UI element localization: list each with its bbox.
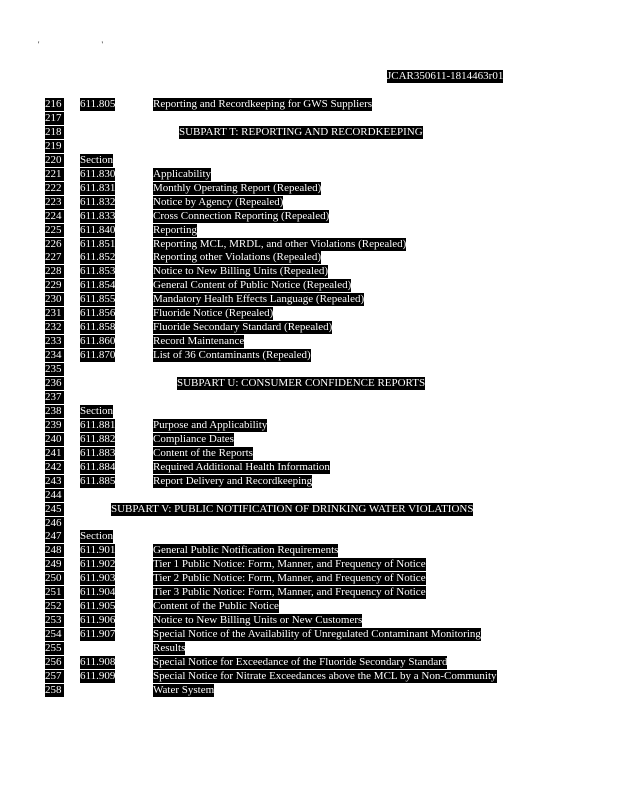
section-title: Content of the Public Notice — [153, 600, 279, 613]
line-number: 219 — [45, 140, 64, 153]
section-title: Special Notice for Exceedance of the Fluoride Secondary Standard — [153, 656, 448, 668]
section-number: 611.906 — [80, 614, 116, 627]
document-line — [0, 642, 618, 656]
section-number: 611.907 — [80, 628, 116, 641]
section-number: 611.855 — [80, 293, 116, 306]
line-number: 221 — [45, 168, 64, 181]
document-line — [0, 363, 618, 377]
line-number: 220 — [45, 154, 64, 167]
document-line — [0, 321, 618, 335]
section-number: 611.840 — [80, 223, 116, 236]
line-number: 254 — [45, 628, 64, 641]
line-number: 241 — [45, 447, 64, 460]
document-line — [0, 475, 618, 489]
document-line — [0, 447, 618, 461]
section-title: Special Notice of the Availability of Unregulated Contaminant Monitoring — [153, 628, 481, 641]
document-line — [0, 126, 618, 140]
section-number: 611.885 — [80, 474, 116, 487]
document-line — [0, 670, 618, 684]
section-title: Cross Connection Reporting (Repealed) — [153, 209, 330, 222]
document-line — [0, 140, 618, 154]
document-line — [0, 419, 618, 433]
section-title: Water System — [153, 683, 215, 696]
line-number: 234 — [45, 349, 64, 362]
line-number: 240 — [45, 433, 64, 446]
section-number: 611.854 — [80, 279, 116, 292]
section-title: Notice by Agency (Repealed) — [153, 195, 284, 208]
section-title: Purpose and Applicability — [153, 418, 268, 431]
line-number: 242 — [45, 461, 64, 474]
line-number: 247 — [45, 530, 64, 543]
section-title: Reporting and Recordkeeping for GWS Suppliers — [153, 98, 373, 110]
line-number: 244 — [45, 489, 64, 502]
section-title: Notice to New Billing Units or New Customers — [153, 614, 363, 627]
section-title: List of 36 Contaminants (Repealed) — [153, 349, 311, 362]
section-title: Mandatory Health Effects Language (Repealed) — [153, 293, 365, 306]
section-number: 611.830 — [80, 167, 116, 180]
document-line — [0, 517, 618, 531]
document-line — [0, 238, 618, 252]
section-number: 611.832 — [80, 195, 116, 208]
line-number: 233 — [45, 335, 64, 348]
section-title: Reporting MCL, MRDL, and other Violations (Repealed) — [153, 237, 407, 250]
document-line — [0, 154, 618, 168]
section-title: Tier 1 Public Notice: Form, Manner, and Frequency of Notice — [153, 558, 426, 571]
document-line — [0, 461, 618, 475]
section-number: 611.909 — [80, 669, 116, 682]
section-title: Special Notice for Nitrate Exceedances above the MCL by a Non-Community — [153, 669, 497, 682]
line-number: 256 — [45, 656, 64, 669]
document-line — [0, 349, 618, 363]
document-line — [0, 210, 618, 224]
line-number: 236 — [45, 377, 64, 390]
section-title: Monthly Operating Report (Repealed) — [153, 181, 322, 194]
document-line — [0, 530, 618, 544]
section-number: 611.901 — [80, 544, 116, 557]
section-number: 611.858 — [80, 321, 116, 334]
section-number: 611.882 — [80, 432, 116, 445]
document-line — [0, 391, 618, 405]
document-line — [0, 265, 618, 279]
line-number: 237 — [45, 391, 64, 404]
line-number: 238 — [45, 405, 64, 418]
line-number: 216 — [45, 98, 64, 111]
document-line — [0, 224, 618, 238]
line-number: 251 — [45, 586, 64, 599]
section-title: Compliance Dates — [153, 432, 234, 445]
line-number: 230 — [45, 293, 64, 306]
document-line — [0, 503, 618, 517]
section-title: Notice to New Billing Units (Repealed) — [153, 265, 329, 278]
document-line — [0, 112, 618, 126]
line-number: 250 — [45, 572, 64, 585]
section-number: 611.860 — [80, 335, 116, 348]
section-number: Section — [80, 530, 113, 543]
line-number: 226 — [45, 238, 64, 251]
section-number: 611.851 — [80, 237, 116, 250]
section-title: Fluoride Secondary Standard (Repealed) — [153, 321, 333, 334]
section-title: Applicability — [153, 167, 212, 180]
scan-specks: ' ' — [38, 40, 133, 49]
section-number: 611.883 — [80, 446, 116, 459]
section-number: 611.856 — [80, 307, 116, 320]
section-title: Required Additional Health Information — [153, 460, 330, 473]
line-number: 227 — [45, 251, 64, 264]
line-number: 249 — [45, 558, 64, 571]
section-title: Tier 3 Public Notice: Form, Manner, and Frequency of Notice — [153, 586, 426, 599]
line-number: 253 — [45, 614, 64, 627]
document-line — [0, 168, 618, 182]
document-line — [0, 433, 618, 447]
section-number: 611.870 — [80, 349, 116, 362]
section-number: 611.902 — [80, 558, 116, 571]
line-number: 231 — [45, 307, 64, 320]
section-number: 611.903 — [80, 572, 116, 585]
line-number: 239 — [45, 419, 64, 432]
document-line — [0, 98, 618, 112]
document-line — [0, 196, 618, 210]
subpart-heading: SUBPART T: REPORTING AND RECORDKEEPING — [179, 125, 423, 138]
document-id: JCAR350611-1814463r01 — [387, 70, 504, 82]
section-title: Tier 2 Public Notice: Form, Manner, and Frequency of Notice — [153, 572, 426, 585]
line-number: 217 — [45, 112, 64, 125]
section-number: Section — [80, 404, 113, 417]
line-number: 232 — [45, 321, 64, 334]
section-number: 611.904 — [80, 586, 116, 599]
document-line — [0, 251, 618, 265]
section-number: 611.905 — [80, 600, 116, 613]
document-line — [0, 489, 618, 503]
line-number: 245 — [45, 503, 64, 516]
document-line — [0, 293, 618, 307]
line-number: 225 — [45, 224, 64, 237]
section-title: Results — [153, 642, 186, 655]
document-line — [0, 544, 618, 558]
line-number: 229 — [45, 279, 64, 292]
section-title: Record Maintenance — [153, 335, 245, 348]
document-line — [0, 279, 618, 293]
line-number: 255 — [45, 642, 64, 655]
line-number: 243 — [45, 475, 64, 488]
section-number: 611.833 — [80, 209, 116, 222]
section-number: 611.853 — [80, 265, 116, 278]
section-number: 611.881 — [80, 418, 116, 431]
line-number: 252 — [45, 600, 64, 613]
document-line — [0, 684, 618, 698]
line-number: 224 — [45, 210, 64, 223]
document-line — [0, 335, 618, 349]
document-line — [0, 614, 618, 628]
section-number: Section — [80, 153, 113, 166]
line-number: 246 — [45, 517, 64, 530]
section-title: Content of the Reports — [153, 446, 253, 459]
section-title: Fluoride Notice (Repealed) — [153, 307, 274, 320]
line-number: 248 — [45, 544, 64, 557]
section-title: General Public Notification Requirements — [153, 544, 339, 557]
section-number: 611.831 — [80, 181, 116, 194]
document-line — [0, 307, 618, 321]
line-number: 235 — [45, 363, 64, 376]
section-number: 611.805 — [80, 98, 116, 110]
line-number: 222 — [45, 182, 64, 195]
line-number: 258 — [45, 684, 64, 697]
line-number: 257 — [45, 670, 64, 683]
line-number: 218 — [45, 126, 64, 139]
subpart-heading: SUBPART U: CONSUMER CONFIDENCE REPORTS — [177, 377, 426, 389]
document-line — [0, 558, 618, 572]
document-line — [0, 586, 618, 600]
section-number: 611.908 — [80, 656, 116, 668]
section-number: 611.884 — [80, 460, 116, 473]
section-title: General Content of Public Notice (Repealed) — [153, 279, 352, 292]
document-line — [0, 405, 618, 419]
section-title: Reporting — [153, 223, 197, 236]
document-line — [0, 600, 618, 614]
document-line — [0, 628, 618, 642]
document-line — [0, 656, 618, 670]
document-line — [0, 572, 618, 586]
section-number: 611.852 — [80, 251, 116, 264]
section-title: Reporting other Violations (Repealed) — [153, 251, 322, 264]
line-number: 228 — [45, 265, 64, 278]
document-line — [0, 377, 618, 391]
section-title: Report Delivery and Recordkeeping — [153, 474, 313, 487]
document-line — [0, 182, 618, 196]
line-number: 223 — [45, 196, 64, 209]
subpart-heading: SUBPART V: PUBLIC NOTIFICATION OF DRINKING WATER VIOLATIONS — [111, 502, 474, 515]
